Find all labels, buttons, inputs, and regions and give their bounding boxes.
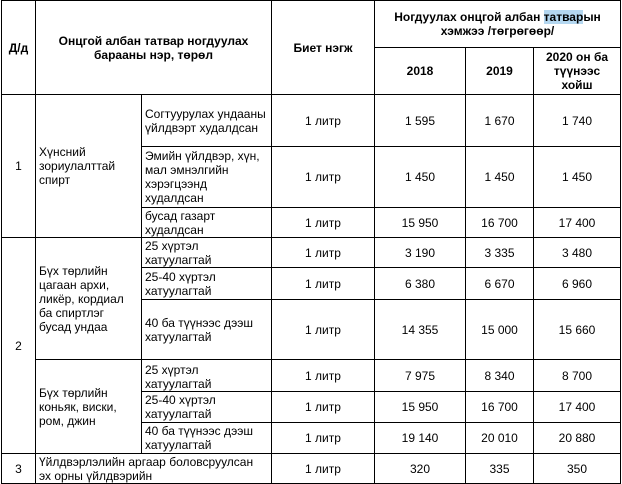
value-2019: 6 670 (466, 268, 534, 300)
header-year-2018: 2018 (375, 48, 466, 95)
header-rate-group: Ногдуулах онцгой албан татварын хэмжээ /төгрөгөөр/ (375, 1, 621, 48)
value-2019: 1 670 (466, 95, 534, 147)
table-row (2, 360, 621, 392)
value-2019: 1 450 (466, 147, 534, 208)
table-row (2, 95, 621, 147)
value-2019: 3 335 (466, 238, 534, 268)
value-2018: 6 380 (375, 268, 466, 300)
product-subtype: 25 хүртэл хатуулагтай (142, 238, 272, 268)
value-2020: 6 960 (534, 268, 621, 300)
header-year-2020: 2020 он ба түүнээс хойш (534, 48, 621, 95)
unit-cell: 1 литр (272, 360, 375, 392)
value-2020: 1 740 (534, 95, 621, 147)
product-name: Бүх төрлийн цагаан архи, ликёр, кордиал ба спиртлэг бусад ундаа (36, 238, 142, 360)
table-row (2, 454, 621, 484)
excise-tax-table (1, 0, 621, 484)
product-subtype: 25 хүртэл хатуулагтай (142, 360, 272, 392)
value-2020: 3 480 (534, 238, 621, 268)
value-2019: 20 010 (466, 423, 534, 454)
value-2018: 14 355 (375, 300, 466, 360)
value-2019: 335 (466, 454, 534, 484)
product-subtype: 25-40 хүртэл хатуулагтай (142, 392, 272, 423)
value-2020: 20 880 (534, 423, 621, 454)
value-2018: 19 140 (375, 423, 466, 454)
value-2018: 15 950 (375, 208, 466, 238)
unit-cell: 1 литр (272, 95, 375, 147)
header-index: Д/д (2, 1, 36, 95)
product-subtype: бусад газарт худалдсан (142, 208, 272, 238)
header-unit: Биет нэгж (272, 1, 375, 95)
product-name: Үйлдвэрлэлийн аргаар боловсруулсан эх орны үйлдвэрийн (36, 454, 272, 484)
header-year-2019: 2019 (466, 48, 534, 95)
value-2020: 8 700 (534, 360, 621, 392)
unit-cell: 1 литр (272, 238, 375, 268)
value-2020: 17 400 (534, 392, 621, 423)
value-2020: 17 400 (534, 208, 621, 238)
unit-cell: 1 литр (272, 268, 375, 300)
row-index: 2 (2, 238, 36, 454)
table-row (2, 238, 621, 268)
value-2019: 16 700 (466, 392, 534, 423)
product-name: Хүнсний зориулалттай спирт (36, 95, 142, 238)
value-2019: 15 000 (466, 300, 534, 360)
unit-cell: 1 литр (272, 208, 375, 238)
value-2019: 16 700 (466, 208, 534, 238)
value-2018: 15 950 (375, 392, 466, 423)
highlighted-text: татвар (543, 10, 584, 24)
value-2018: 320 (375, 454, 466, 484)
unit-cell: 1 литр (272, 454, 375, 484)
value-2018: 1 450 (375, 147, 466, 208)
value-2020: 350 (534, 454, 621, 484)
product-subtype: 40 ба түүнээс дээш хатуулагтай (142, 423, 272, 454)
value-2019: 8 340 (466, 360, 534, 392)
unit-cell: 1 литр (272, 300, 375, 360)
row-index: 1 (2, 95, 36, 238)
product-name: Бүх төрлийн коньяк, виски, ром, джин (36, 360, 142, 454)
product-subtype: Эмийн үйлдвэр, хүн, мал эмнэлгийн хэрэгцээнд худалдсан (142, 147, 272, 208)
value-2020: 1 450 (534, 147, 621, 208)
value-2018: 7 975 (375, 360, 466, 392)
unit-cell: 1 литр (272, 392, 375, 423)
product-subtype: 25-40 хүртэл хатуулагтай (142, 268, 272, 300)
header-row (2, 1, 621, 48)
unit-cell: 1 литр (272, 423, 375, 454)
row-index: 3 (2, 454, 36, 484)
header-product-name: Онцгой албан татвар ногдуулах барааны нэр, төрөл (36, 1, 272, 95)
value-2020: 15 660 (534, 300, 621, 360)
product-subtype: 40 ба түүнээс дээш хатуулагтай (142, 300, 272, 360)
value-2018: 3 190 (375, 238, 466, 268)
value-2018: 1 595 (375, 95, 466, 147)
unit-cell: 1 литр (272, 147, 375, 208)
product-subtype: Согтуурулах ундааны үйлдвэрт худалдсан (142, 95, 272, 147)
